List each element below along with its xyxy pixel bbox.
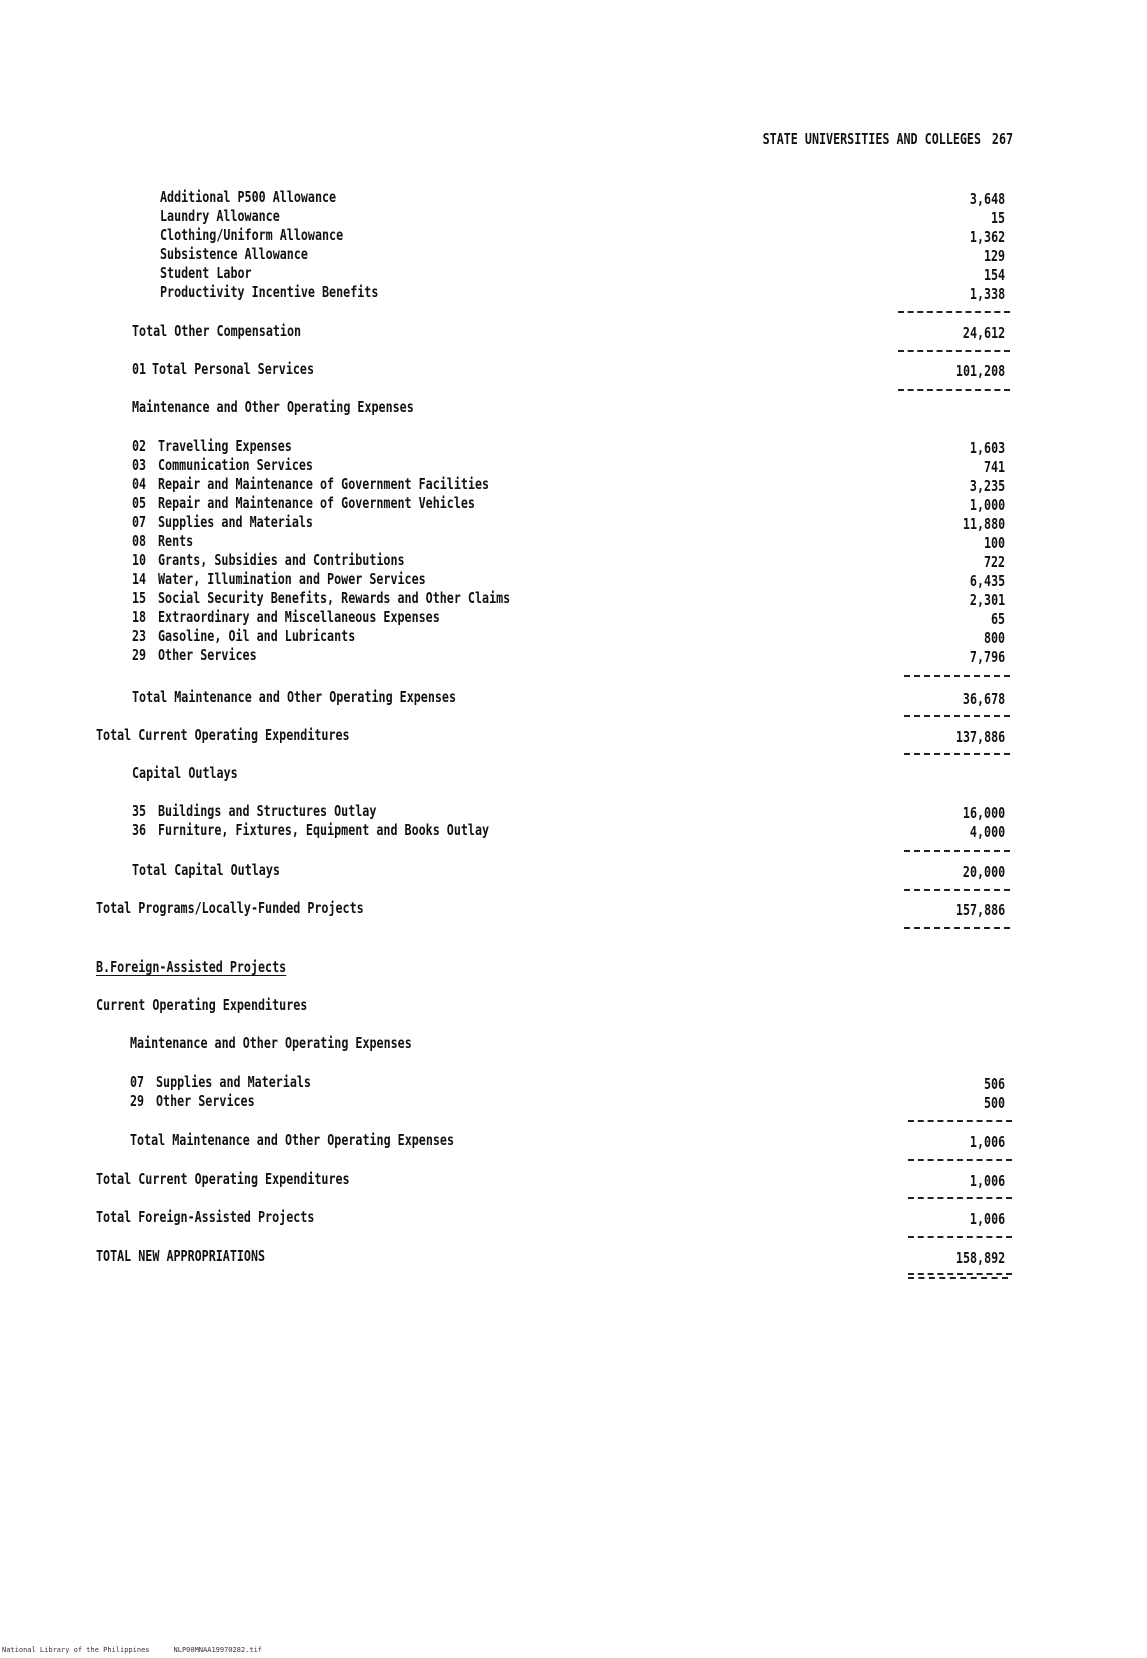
- amount: 20,000: [962, 863, 1005, 881]
- line-item: Productivity Incentive Benefits 1,338: [160, 283, 1005, 303]
- subtotal-rule: [908, 1197, 1012, 1199]
- total-row: Total Other Compensation 24,612: [132, 322, 1005, 342]
- amount: 3,648: [969, 190, 1005, 208]
- amount: 800: [983, 629, 1005, 647]
- amount: 101,208: [955, 362, 1005, 380]
- grand-total-double-rule: [908, 1273, 1012, 1275]
- line-item: Clothing/Uniform Allowance 1,362: [160, 226, 1005, 246]
- total-row: 01 Total Personal Services 101,208: [132, 360, 1005, 380]
- line-item: 14 Water, Illumination and Power Services 6,435: [132, 570, 1005, 590]
- amount: 100: [983, 534, 1005, 552]
- amount: 2,301: [969, 591, 1005, 609]
- footer-source: National Library of the Philippines: [2, 1646, 150, 1654]
- amount: 4,000: [969, 823, 1005, 841]
- line-item: 29 Other Services 500: [130, 1092, 1005, 1112]
- line-item: 04 Repair and Maintenance of Government Facilities 3,235: [132, 475, 1005, 495]
- line-item: Subsistence Allowance 129: [160, 245, 1005, 265]
- line-item: Additional P500 Allowance 3,648: [160, 188, 1005, 208]
- line-item: 18 Extraordinary and Miscellaneous Expenses 65: [132, 608, 1005, 628]
- amount: 7,796: [969, 648, 1005, 666]
- section-heading: Maintenance and Other Operating Expenses: [132, 398, 414, 416]
- subtotal-rule: [908, 1120, 1012, 1122]
- amount: 1,000: [969, 496, 1005, 514]
- line-item: Student Labor 154: [160, 264, 1005, 284]
- subtotal-rule: [898, 311, 1010, 313]
- amount: 1,006: [969, 1133, 1005, 1151]
- amount: 16,000: [962, 804, 1005, 822]
- amount: 3,235: [969, 477, 1005, 495]
- subtotal-rule: [898, 389, 1010, 391]
- amount: 1,338: [969, 285, 1005, 303]
- subtotal-rule: [908, 1159, 1012, 1161]
- line-item: 08 Rents 100: [132, 532, 1005, 552]
- amount: 741: [983, 458, 1005, 476]
- amount: 1,006: [969, 1172, 1005, 1190]
- subtotal-rule: [904, 850, 1010, 852]
- subtotal-rule: [898, 350, 1010, 352]
- amount: 137,886: [955, 728, 1005, 746]
- line-item: 07 Supplies and Materials 11,880: [132, 513, 1005, 533]
- grand-total-row: TOTAL NEW APPROPRIATIONS 158,892: [96, 1247, 1005, 1267]
- amount: 11,880: [962, 515, 1005, 533]
- page-header: [763, 130, 1013, 148]
- total-row: Total Capital Outlays 20,000: [132, 861, 1005, 881]
- line-item: 10 Grants, Subsidies and Contributions 722: [132, 551, 1005, 571]
- line-item: Laundry Allowance 15: [160, 207, 1005, 227]
- amount: 1,006: [969, 1210, 1005, 1228]
- subtotal-rule: [908, 1236, 1012, 1238]
- line-item: 03 Communication Services 741: [132, 456, 1005, 476]
- line-item: 05 Repair and Maintenance of Government Vehicles 1,000: [132, 494, 1005, 514]
- line-item: 07 Supplies and Materials 506: [130, 1073, 1005, 1093]
- line-item: 29 Other Services 7,796: [132, 646, 1005, 666]
- line-item: 35 Buildings and Structures Outlay 16,000: [132, 802, 1005, 822]
- amount: 24,612: [962, 324, 1005, 342]
- amount: 154: [983, 266, 1005, 284]
- line-item: 15 Social Security Benefits, Rewards and Other Claims 2,301: [132, 589, 1005, 609]
- total-row: Total Programs/Locally-Funded Projects 157,886: [96, 899, 1005, 919]
- page-number: 267: [991, 130, 1013, 148]
- amount: 1,603: [969, 439, 1005, 457]
- amount: 65: [990, 610, 1005, 628]
- header-title: STATE UNIVERSITIES AND COLLEGES: [762, 130, 981, 148]
- total-row: Total Maintenance and Other Operating Expenses 1,006: [130, 1131, 1005, 1151]
- total-row: Total Maintenance and Other Operating Expenses 36,678: [132, 688, 1005, 708]
- amount: 158,892: [955, 1249, 1005, 1267]
- amount: 15: [990, 209, 1005, 227]
- section-heading: Capital Outlays: [132, 764, 238, 782]
- subtotal-rule: [904, 889, 1010, 891]
- amount: 129: [983, 247, 1005, 265]
- amount: 722: [983, 553, 1005, 571]
- amount: 500: [983, 1094, 1005, 1112]
- total-row: Total Current Operating Expenditures 1,006: [96, 1170, 1005, 1190]
- subtotal-rule: [904, 715, 1010, 717]
- subtotal-rule: [904, 675, 1010, 677]
- line-item: 36 Furniture, Fixtures, Equipment and Books Outlay 4,000: [132, 821, 1005, 841]
- amount: 157,886: [955, 901, 1005, 919]
- scan-footer: [2, 1646, 286, 1654]
- total-row: Total Foreign-Assisted Projects 1,006: [96, 1208, 1005, 1228]
- subtotal-rule: [904, 753, 1010, 755]
- amount: 1,362: [969, 228, 1005, 246]
- amount: 36,678: [962, 690, 1005, 708]
- line-item: 23 Gasoline, Oil and Lubricants 800: [132, 627, 1005, 647]
- section-title: B.Foreign-Assisted Projects: [96, 958, 287, 976]
- total-row: Total Current Operating Expenditures 137,886: [96, 726, 1005, 746]
- line-item: 02 Travelling Expenses 1,603: [132, 437, 1005, 457]
- section-heading: Current Operating Expenditures: [96, 996, 308, 1014]
- subtotal-rule: [904, 927, 1010, 929]
- amount: 506: [983, 1075, 1005, 1093]
- amount: 6,435: [969, 572, 1005, 590]
- section-heading: Maintenance and Other Operating Expenses: [130, 1034, 412, 1052]
- footer-file: NLP00MNAA19970282.tif: [173, 1646, 263, 1654]
